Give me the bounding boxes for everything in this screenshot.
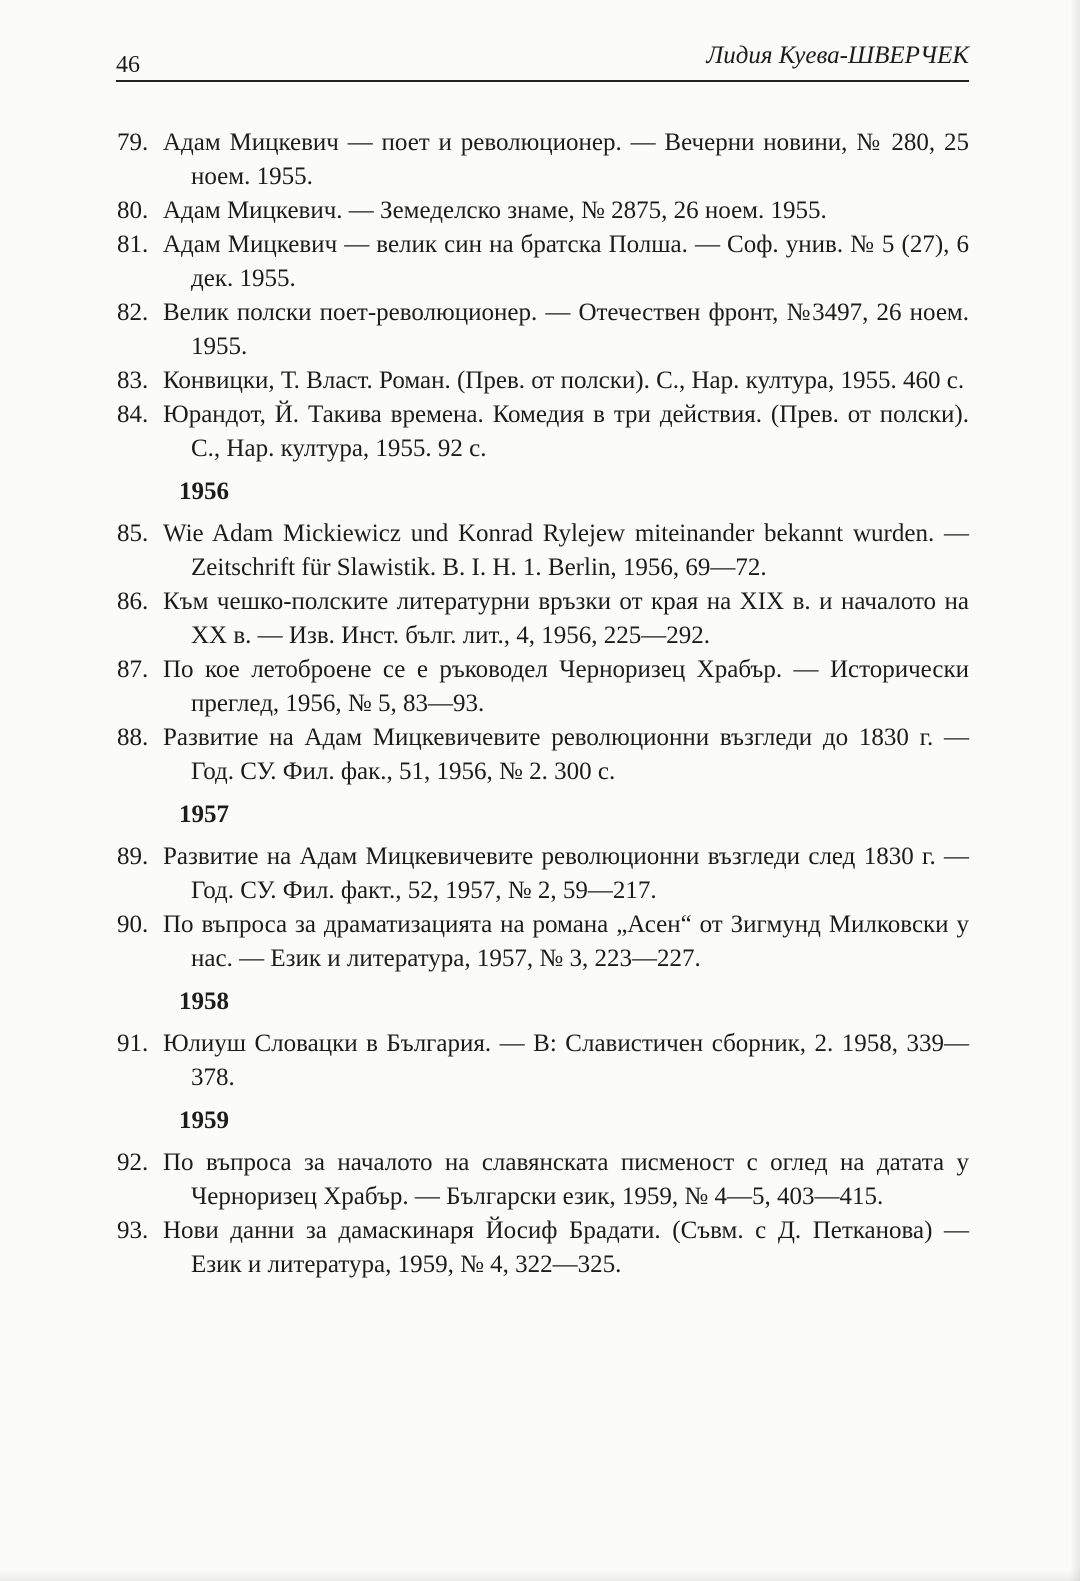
entry-number: 83. xyxy=(117,367,149,394)
entry-number: 81. xyxy=(117,231,149,258)
header-rule xyxy=(116,80,969,82)
year-heading-1956: 1956 xyxy=(179,478,229,505)
entry-text: Развитие на Адам Мицкевичевите революционни възгледи до 1830 г. — Год. СУ. Фил. фак., 51, 1956, № 2. 300 с. xyxy=(163,724,969,785)
running-head xyxy=(116,42,969,82)
entry-text: Развитие на Адам Мицкевичевите революционни възгледи след 1830 г. — Год. СУ. Фил. факт., 52, 1957, № 2, 59—217. xyxy=(163,843,969,904)
bibliography-entry-83 xyxy=(117,364,969,398)
entry-text: Велик полски поет-революционер. — Отечествен фронт, №3497, 26 ноем. 1955. xyxy=(163,299,969,360)
entry-number: 88. xyxy=(117,724,149,751)
entry-number: 92. xyxy=(117,1149,149,1176)
entry-number: 85. xyxy=(117,520,149,547)
entry-text: Адам Мицкевич — велик син на братска Полша. — Соф. унив. № 5 (27), 6 дек. 1955. xyxy=(163,231,969,292)
bibliography-entry-79 xyxy=(117,126,969,194)
bibliography-entry-91 xyxy=(117,1027,969,1095)
bibliography-entry-86 xyxy=(117,585,969,653)
entry-text: Нови данни за дамаскинаря Йосиф Брадати. (Съвм. с Д. Петканова) — Език и литература, 1959, № 4, 322—325. xyxy=(163,1217,969,1278)
entry-number: 80. xyxy=(117,197,149,224)
entry-number: 87. xyxy=(117,656,149,683)
entry-number: 82. xyxy=(117,299,149,326)
bibliography-entry-92 xyxy=(117,1146,969,1214)
year-heading-1957: 1957 xyxy=(179,801,229,828)
entry-number: 79. xyxy=(117,129,149,156)
entry-text: Wie Adam Mickiewicz und Konrad Rylejew miteinander bekannt wurden. — Zeitschrift für Slawistik. B. I. H. 1. Berlin, 1956, 69—72. xyxy=(163,520,969,581)
page-number: 46 xyxy=(116,52,140,78)
entry-number: 86. xyxy=(117,588,149,615)
entry-number: 89. xyxy=(117,843,149,870)
bibliography-entry-87 xyxy=(117,653,969,721)
bibliography-entry-85 xyxy=(117,517,969,585)
entry-text: Юлиуш Словацки в България. — В: Славистичен сборник, 2. 1958, 339—378. xyxy=(163,1030,969,1091)
entry-text: По въпроса за драматизацията на романа „Асен“ от Зигмунд Милковски у нас. — Език и литература, 1957, № 3, 223—227. xyxy=(163,911,969,972)
page-bottom-shadow xyxy=(0,1569,1080,1581)
entry-text: По кое летоброене се е ръководел Черноризец Храбър. — Исторически преглед, 1956, № 5, 83—93. xyxy=(163,656,969,717)
entry-text: Адам Мицкевич — поет и революционер. — Вечерни новини, № 280, 25 ноем. 1955. xyxy=(163,129,969,190)
entry-text: Юрандот, Й. Такива времена. Комедия в три действия. (Прев. от полски). С., Нар. култура, 1955. 92 с. xyxy=(163,401,969,462)
bibliography-entry-84 xyxy=(117,398,969,466)
bibliography-entry-81 xyxy=(117,228,969,296)
page-edge-shadow xyxy=(1070,0,1080,1581)
running-title: Лидия Куева-ШВЕРЧЕК xyxy=(706,42,969,69)
entry-text: Към чешко-полските литературни връзки от края на XIX в. и началото на XX в. — Изв. Инст. бълг. лит., 4, 1956, 225—292. xyxy=(163,588,969,649)
bibliography-entry-93 xyxy=(117,1214,969,1282)
entry-text: По въпроса за началото на славянската писменост с оглед на датата у Черноризец Храбър. — Български език, 1959, № 4—5, 403—415. xyxy=(163,1149,969,1210)
entry-text: Конвицки, Т. Власт. Роман. (Прев. от полски). С., Нар. култура, 1955. 460 с. xyxy=(163,367,965,394)
entry-number: 93. xyxy=(117,1217,149,1244)
bibliography-list xyxy=(117,126,969,1282)
bibliography-entry-89 xyxy=(117,840,969,908)
year-heading-1958: 1958 xyxy=(179,988,229,1015)
bibliography-entry-80 xyxy=(117,194,969,228)
bibliography-entry-82 xyxy=(117,296,969,364)
entry-number: 91. xyxy=(117,1030,149,1057)
year-heading-1959: 1959 xyxy=(179,1107,229,1134)
bibliography-entry-88 xyxy=(117,721,969,789)
entry-number: 84. xyxy=(117,401,149,428)
entry-number: 90. xyxy=(117,911,149,938)
bibliography-entry-90 xyxy=(117,908,969,976)
entry-text: Адам Мицкевич. — Земеделско знаме, № 2875, 26 ноем. 1955. xyxy=(163,197,827,224)
